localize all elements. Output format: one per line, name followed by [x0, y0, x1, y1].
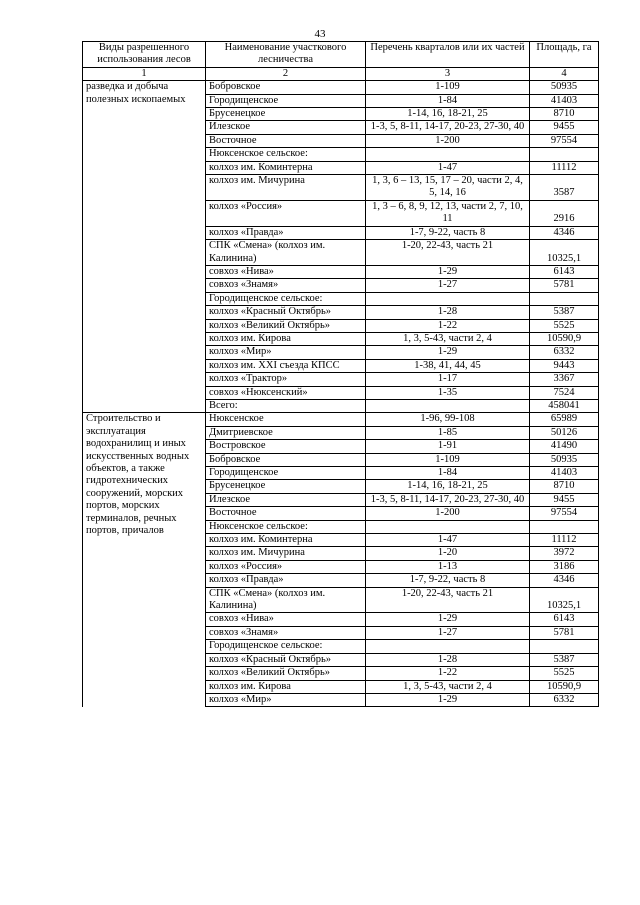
quarters-cell: 1-20: [366, 547, 530, 560]
area-cell: 41403: [530, 467, 599, 480]
area-cell: [530, 292, 599, 305]
area-cell: 5781: [530, 279, 599, 292]
forestry-name-cell: колхоз им. Коминтерна: [206, 534, 366, 547]
area-cell: 97554: [530, 134, 599, 147]
header-row: [83, 42, 599, 68]
area-cell: 8710: [530, 108, 599, 121]
area-cell: 6332: [530, 346, 599, 359]
quarters-cell: 1-85: [366, 426, 530, 439]
area-cell: 5781: [530, 626, 599, 639]
table-body: [83, 42, 599, 707]
forestry-name-cell: колхоз им. Кирова: [206, 332, 366, 345]
area-cell: 4346: [530, 226, 599, 239]
forestry-name-cell: Нюксенское: [206, 413, 366, 426]
quarters-cell: 1-109: [366, 453, 530, 466]
quarters-cell: 1-7, 9-22, часть 8: [366, 574, 530, 587]
quarters-cell: [366, 640, 530, 653]
quarters-cell: 1-17: [366, 373, 530, 386]
forestry-name-cell: Брусенецкое: [206, 480, 366, 493]
area-cell: 41490: [530, 440, 599, 453]
header-area: Площадь, га: [530, 42, 599, 68]
area-cell: 3186: [530, 560, 599, 573]
forestry-name-cell: колхоз им. Мичурина: [206, 547, 366, 560]
area-cell: 5525: [530, 319, 599, 332]
area-cell: 11112: [530, 534, 599, 547]
forestry-name-cell: колхоз «Россия»: [206, 560, 366, 573]
area-cell: 10590,9: [530, 680, 599, 693]
forestry-name-cell: Бобровское: [206, 81, 366, 94]
quarters-cell: 1-13: [366, 560, 530, 573]
quarters-cell: 1-47: [366, 534, 530, 547]
forest-use-table: [82, 41, 599, 707]
quarters-cell: 1-14, 16, 18-21, 25: [366, 480, 530, 493]
area-cell: 7524: [530, 386, 599, 399]
area-cell: 65989: [530, 413, 599, 426]
quarters-cell: 1-3, 5, 8-11, 14-17, 20-23, 27-30, 40: [366, 121, 530, 134]
forestry-name-cell: колхоз «Трактор»: [206, 373, 366, 386]
area-cell: 5387: [530, 306, 599, 319]
quarters-cell: 1-200: [366, 507, 530, 520]
quarters-cell: 1-22: [366, 667, 530, 680]
forestry-name-cell: колхоз им. Кирова: [206, 680, 366, 693]
forestry-name-cell: Всего:: [206, 399, 366, 412]
quarters-cell: 1-7, 9-22, часть 8: [366, 226, 530, 239]
area-cell: [530, 148, 599, 161]
column-number-1: 1: [83, 67, 206, 80]
quarters-cell: [366, 520, 530, 533]
area-cell: 9455: [530, 493, 599, 506]
quarters-cell: 1-29: [366, 346, 530, 359]
quarters-cell: [366, 399, 530, 412]
quarters-cell: 1-28: [366, 653, 530, 666]
forestry-name-cell: Дмитриевское: [206, 426, 366, 439]
forestry-name-cell: колхоз «Великий Октябрь»: [206, 319, 366, 332]
forestry-name-cell: совхоз «Нюксенский»: [206, 386, 366, 399]
area-cell: 50935: [530, 81, 599, 94]
column-number-row: [83, 67, 599, 80]
forestry-name-cell: Городищенское сельское:: [206, 640, 366, 653]
column-number-3: 3: [366, 67, 530, 80]
quarters-cell: 1, 3, 6 – 13, 15, 17 – 20, части 2, 4, 5, 14, 16: [366, 175, 530, 201]
forestry-name-cell: Илезское: [206, 493, 366, 506]
quarters-cell: 1-200: [366, 134, 530, 147]
quarters-cell: 1-27: [366, 279, 530, 292]
quarters-cell: 1-84: [366, 467, 530, 480]
forestry-name-cell: колхоз им. Мичурина: [206, 175, 366, 201]
use-type-cell: Строительство и эксплуатация водохранилищ и иных искусственных водных объектов, а также гидротехнических сооружений, морских портов, морских терминалов, речных портов, причалов: [83, 413, 206, 707]
quarters-cell: 1, 3, 5-43, части 2, 4: [366, 332, 530, 345]
forestry-name-cell: совхоз «Нива»: [206, 265, 366, 278]
area-cell: 50935: [530, 453, 599, 466]
forestry-name-cell: Брусенецкое: [206, 108, 366, 121]
forestry-name-cell: совхоз «Знамя»: [206, 626, 366, 639]
forestry-name-cell: колхоз «Красный Октябрь»: [206, 306, 366, 319]
area-cell: 9455: [530, 121, 599, 134]
quarters-cell: 1-29: [366, 613, 530, 626]
area-cell: 458041: [530, 399, 599, 412]
area-cell: 10325,1: [530, 240, 599, 266]
forestry-name-cell: колхоз им. Коминтерна: [206, 161, 366, 174]
forestry-name-cell: колхоз «Мир»: [206, 693, 366, 706]
forestry-name-cell: колхоз «Великий Октябрь»: [206, 667, 366, 680]
quarters-cell: 1-84: [366, 94, 530, 107]
area-cell: 10325,1: [530, 587, 599, 613]
area-cell: 6332: [530, 693, 599, 706]
quarters-cell: 1-3, 5, 8-11, 14-17, 20-23, 27-30, 40: [366, 493, 530, 506]
forestry-name-cell: колхоз «Правда»: [206, 226, 366, 239]
forestry-name-cell: Нюксенское сельское:: [206, 148, 366, 161]
quarters-cell: 1-20, 22-43, часть 21: [366, 240, 530, 266]
table-row: [83, 413, 599, 426]
page-number: 43: [314, 28, 326, 40]
forestry-name-cell: Бобровское: [206, 453, 366, 466]
area-cell: 11112: [530, 161, 599, 174]
area-cell: 9443: [530, 359, 599, 372]
area-cell: 6143: [530, 613, 599, 626]
area-cell: 8710: [530, 480, 599, 493]
forestry-name-cell: совхоз «Знамя»: [206, 279, 366, 292]
forestry-name-cell: колхоз «Правда»: [206, 574, 366, 587]
forestry-name-cell: Восточное: [206, 134, 366, 147]
quarters-cell: [366, 292, 530, 305]
forestry-name-cell: Нюксенское сельское:: [206, 520, 366, 533]
forestry-name-cell: колхоз им. XXI съезда КПСС: [206, 359, 366, 372]
forestry-name-cell: Городищенское: [206, 94, 366, 107]
forestry-name-cell: Востровское: [206, 440, 366, 453]
quarters-cell: 1-28: [366, 306, 530, 319]
quarters-cell: 1-47: [366, 161, 530, 174]
quarters-cell: 1-91: [366, 440, 530, 453]
quarters-cell: 1-20, 22-43, часть 21: [366, 587, 530, 613]
quarters-cell: 1-38, 41, 44, 45: [366, 359, 530, 372]
forestry-name-cell: Городищенское сельское:: [206, 292, 366, 305]
forestry-name-cell: Илезское: [206, 121, 366, 134]
quarters-cell: 1-14, 16, 18-21, 25: [366, 108, 530, 121]
forestry-name-cell: СПК «Смена» (колхоз им. Калинина): [206, 240, 366, 266]
quarters-cell: 1, 3, 5-43, части 2, 4: [366, 680, 530, 693]
area-cell: [530, 520, 599, 533]
quarters-cell: [366, 148, 530, 161]
area-cell: 97554: [530, 507, 599, 520]
forestry-name-cell: Городищенское: [206, 467, 366, 480]
use-type-cell: разведка и добыча полезных ископаемых: [83, 81, 206, 413]
area-cell: 3367: [530, 373, 599, 386]
area-cell: 5387: [530, 653, 599, 666]
area-cell: 41403: [530, 94, 599, 107]
area-cell: [530, 640, 599, 653]
column-number-2: 2: [206, 67, 366, 80]
header-forestry-name: Наименование участкового лесничества: [206, 42, 366, 68]
area-cell: 3587: [530, 175, 599, 201]
quarters-cell: 1-22: [366, 319, 530, 332]
forestry-name-cell: Восточное: [206, 507, 366, 520]
quarters-cell: 1, 3 – 6, 8, 9, 12, 13, части 2, 7, 10, 11: [366, 200, 530, 226]
column-number-4: 4: [530, 67, 599, 80]
forestry-name-cell: колхоз «Мир»: [206, 346, 366, 359]
forestry-name-cell: СПК «Смена» (колхоз им. Калинина): [206, 587, 366, 613]
quarters-cell: 1-96, 99-108: [366, 413, 530, 426]
quarters-cell: 1-29: [366, 265, 530, 278]
quarters-cell: 1-29: [366, 693, 530, 706]
area-cell: 2916: [530, 200, 599, 226]
table-row: [83, 81, 599, 94]
area-cell: 3972: [530, 547, 599, 560]
quarters-cell: 1-27: [366, 626, 530, 639]
quarters-cell: 1-35: [366, 386, 530, 399]
header-quarters-list: Перечень кварталов или их частей: [366, 42, 530, 68]
area-cell: 10590,9: [530, 332, 599, 345]
area-cell: 50126: [530, 426, 599, 439]
forestry-name-cell: колхоз «Красный Октябрь»: [206, 653, 366, 666]
quarters-cell: 1-109: [366, 81, 530, 94]
area-cell: 6143: [530, 265, 599, 278]
header-use-type: Виды разрешенного использования лесов: [83, 42, 206, 68]
forestry-name-cell: колхоз «Россия»: [206, 200, 366, 226]
forestry-name-cell: совхоз «Нива»: [206, 613, 366, 626]
area-cell: 5525: [530, 667, 599, 680]
area-cell: 4346: [530, 574, 599, 587]
